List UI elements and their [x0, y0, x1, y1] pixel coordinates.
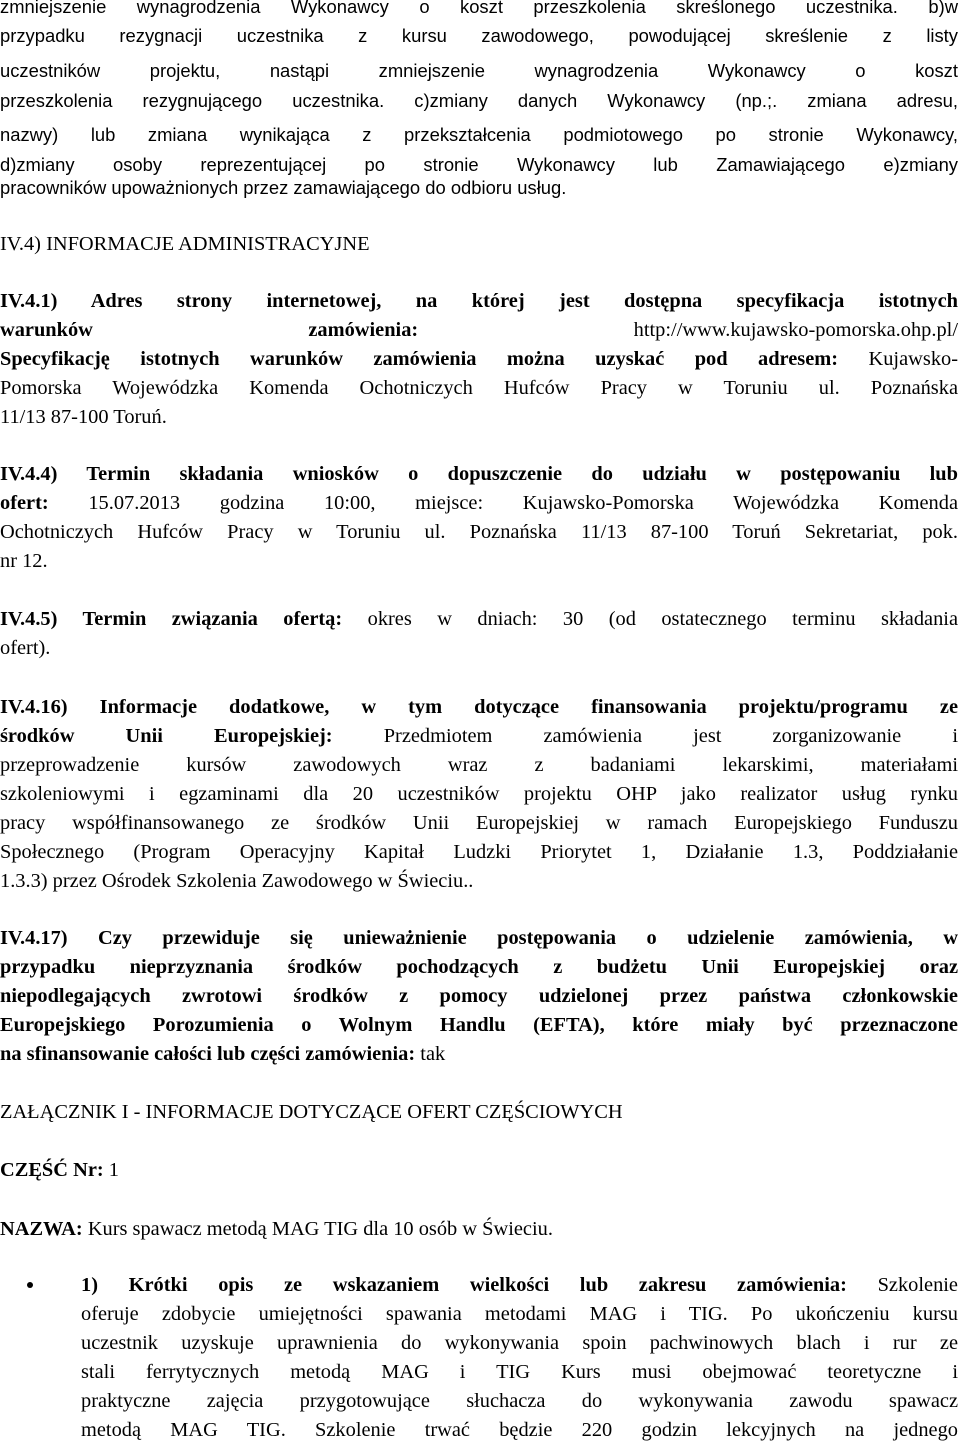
label: środków Unii Europejskiej: — [0, 725, 333, 747]
label: warunków zamówienia: — [0, 319, 419, 341]
part-number — [0, 1156, 958, 1185]
section-iv41-title: IV.4.1) Adres strony internetowej, na której jest dostępna specyfikacja istotnych — [0, 290, 958, 312]
intro-line: przeszkolenia rezygnującego uczestnika. c)zmiany danych Wykonawcy (np.;. zmiana adresu, — [0, 90, 958, 111]
section-iv416-line: szkoleniowymi i egzaminami dla 20 uczestników projektu OHP jako realizator usług rynku — [0, 783, 958, 805]
value: Przedmiotem zamówienia jest zorganizowanie i — [383, 725, 958, 747]
section-iv416-line: Społecznego (Program Operacyjny Kapitał Ludzki Priorytet 1, Działanie 1.3, Poddziałanie — [0, 841, 958, 863]
section-iv44-title: IV.4.4) Termin składania wniosków o dopuszczenie do udziału w postępowaniu lub — [0, 463, 958, 485]
bullet-icon — [27, 1282, 33, 1288]
value: Kujawsko- — [868, 348, 958, 370]
section-iv45-line: ofert). — [0, 637, 51, 659]
bullet-item-line — [81, 1271, 958, 1300]
label: IV.4.5) Termin związania ofertą: — [0, 608, 343, 630]
intro-line: d)zmiany osoby reprezentującej po stronie Wykonawcy lub Zamawiającego e)zmiany — [0, 154, 958, 175]
section-iv416-line — [0, 722, 958, 751]
section-iv41-line: 11/13 87-100 Toruń. — [0, 406, 167, 428]
section-iv44-line — [0, 489, 958, 518]
bullet-item-line: metodą MAG TIG. Szkolenie trwać będzie 220 godzin lekcyjnych na jednego — [81, 1419, 958, 1441]
bullet-item-line: oferuje zdobycie umiejętności spawania metodami MAG i TIG. Po ukończeniu kursu — [81, 1303, 958, 1325]
section-iv41-line: Pomorska Wojewódzka Komenda Ochotniczych Hufców Pracy w Toruniu ul. Poznańska — [0, 377, 958, 399]
part-name — [0, 1215, 958, 1244]
section-iv417-title: IV.4.17) Czy przewiduje się unieważnienie postępowania o udzielenie zamówienia, w — [0, 927, 958, 949]
bullet-item-line: praktyczne zajęcia przygotowujące słuchacza do wykonywania zawodu spawacz — [81, 1390, 958, 1412]
section-iv416-line: przeprowadzenie kursów zawodowych wraz z badaniami lekarskimi, materiałami — [0, 754, 958, 776]
section-iv416-title: IV.4.16) Informacje dodatkowe, w tym dotyczące finansowania projektu/programu ze — [0, 696, 958, 718]
section-iv417-line: Europejskiego Porozumienia o Wolnym Handlu (EFTA), które miały być przeznaczone — [0, 1014, 958, 1036]
value: 1 — [108, 1159, 119, 1181]
section-iv417-line: przypadku nieprzyznania środków pochodzących z budżetu Unii Europejskiej oraz — [0, 956, 958, 978]
section-heading-iv4: IV.4) INFORMACJE ADMINISTRACYJNE — [0, 233, 370, 255]
label: na sfinansowanie całości lub części zamówienia: — [0, 1043, 416, 1065]
intro-line: uczestników projektu, nastąpi zmniejszenie wynagrodzenia Wykonawcy o koszt — [0, 60, 958, 81]
section-iv41-address-line — [0, 345, 958, 374]
intro-line: przypadku rezygnacji uczestnika z kursu zawodowego, powodującej skreślenie z listy — [0, 25, 958, 46]
section-iv417-line: niepodlegających zwrotowi środków z pomocy udzielonej przez państwa członkowskie — [0, 985, 958, 1007]
intro-line: zmniejszenie wynagrodzenia Wykonawcy o koszt przeszkolenia skreślonego uczestnika. b)w — [0, 0, 958, 17]
intro-line: nazwy) lub zmiana wynikająca z przekształcenia podmiotowego po stronie Wykonawcy, — [0, 124, 958, 145]
label: CZĘŚĆ Nr: — [0, 1159, 104, 1181]
value: 15.07.2013 godzina 10:00, miejsce: Kujawsko-Pomorska Wojewódzka Komenda — [88, 492, 958, 514]
section-iv44-line: nr 12. — [0, 550, 48, 572]
label: NAZWA: — [0, 1218, 83, 1240]
label: ofert: — [0, 492, 49, 514]
section-iv45-line — [0, 605, 958, 634]
section-iv416-line: pracy współfinansowanego ze środków Unii Europejskiej w ramach Europejskiego Funduszu — [0, 812, 958, 834]
section-iv416-line: 1.3.3) przez Ośrodek Szkolenia Zawodowego w Świeciu.. — [0, 870, 474, 892]
value: Szkolenie — [877, 1274, 958, 1296]
label: Specyfikację istotnych warunków zamówienia można uzyskać pod adresem: — [0, 348, 839, 370]
label: 1) Krótki opis ze wskazaniem wielkości lub zakresu zamówienia: — [81, 1274, 847, 1296]
sw-url-link[interactable]: http://www.kujawsko-pomorska.ohp.pl/ — [633, 319, 958, 341]
value: Kurs spawacz metodą MAG TIG dla 10 osób w Świeciu. — [87, 1218, 553, 1240]
bullet-item-line: uczestnik uzyskuje uprawnienia do wykonywania spoin pachwinowych blach i rur ze — [81, 1332, 958, 1354]
annex-title: ZAŁĄCZNIK I - INFORMACJE DOTYCZĄCE OFERT CZĘŚCIOWYCH — [0, 1101, 623, 1123]
value: okres w dniach: 30 (od ostatecznego terminu składania — [367, 608, 958, 630]
section-iv417-line — [0, 1040, 958, 1069]
section-iv41-url-line — [0, 316, 958, 345]
bullet-item-line: stali ferrytycznych metodą MAG i TIG Kurs musi obejmować teoretyczne i — [81, 1361, 958, 1383]
section-iv44-line: Ochotniczych Hufców Pracy w Toruniu ul. Poznańska 11/13 87-100 Toruń Sekretariat, pok. — [0, 521, 958, 543]
intro-line: pracowników upoważnionych przez zamawiającego do odbioru usług. — [0, 177, 567, 198]
value: tak — [420, 1043, 446, 1065]
